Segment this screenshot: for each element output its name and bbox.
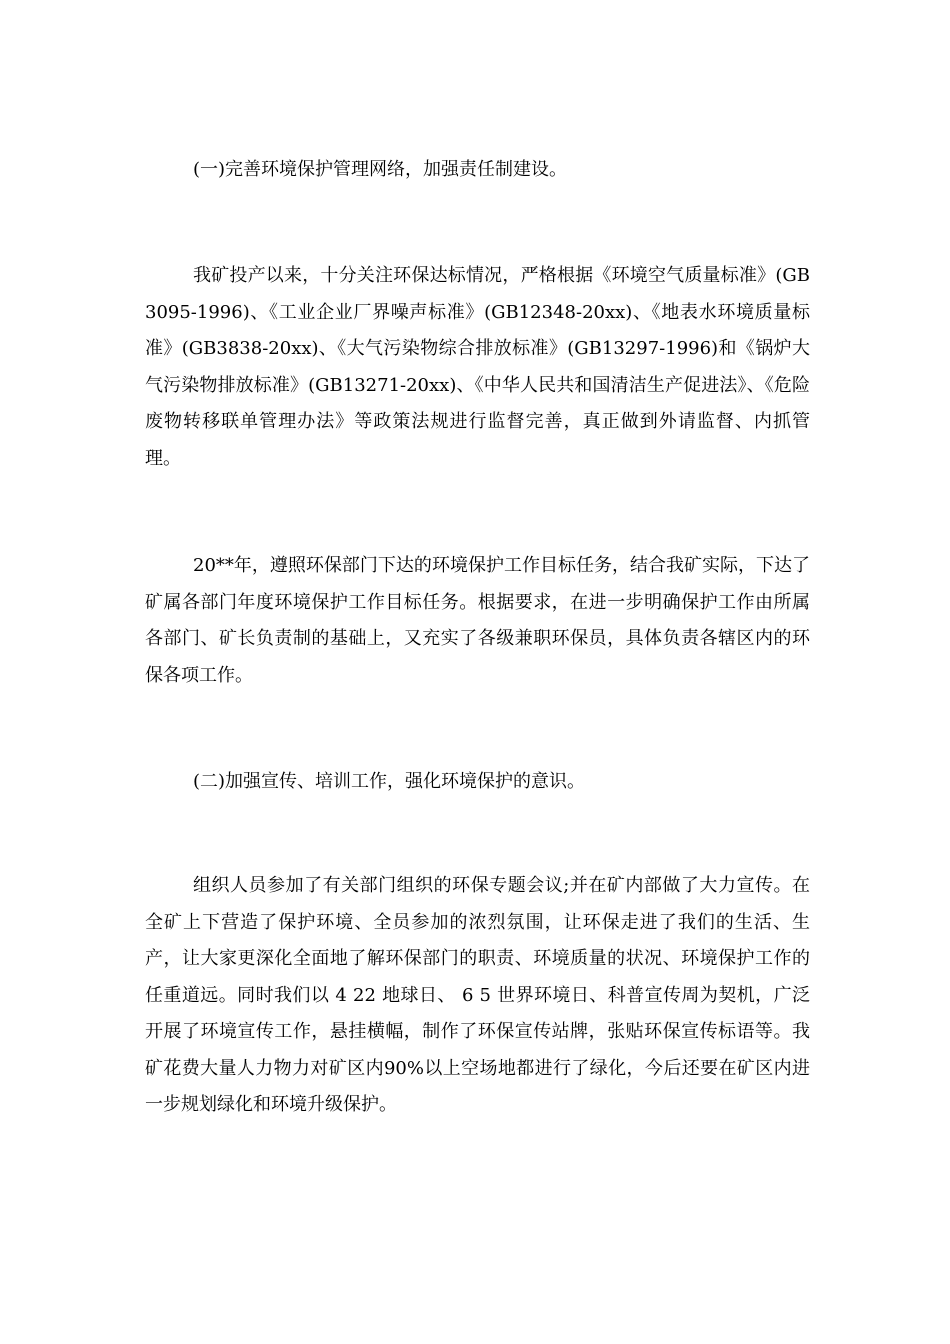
body-paragraph-1: 我矿投产以来，十分关注环保达标情况，严格根据《环境空气质量标准》(GB3095-1996)、《工业企业厂界噪声标准》(GB12348-20xx)、《地表水环境质量标准》(GB3838-20xx)、《大气污染物综合排放标准》(GB13297-1996)和《锅炉大气污染物排放标准》(GB13271-20xx)、《中华人民共和国清洁生产促进法》、《危险废物转移联单管理办法》等政策法规进行监督完善，真正做到外请监督、内抓管理。 (145, 265, 810, 469)
body-paragraph-2: 20**年，遵照环保部门下达的环境保护工作目标任务，结合我矿实际，下达了矿属各部门年度环境保护工作目标任务。根据要求，在进一步明确保护工作由所属各部门、矿长负责制的基础上，又充实了各级兼职环保员，具体负责各辖区内的环保各项工作。 (145, 555, 810, 686)
body-paragraph-3: 组织人员参加了有关部门组织的环保专题会议;并在矿内部做了大力宣传。在全矿上下营造了保护环境、全员参加的浓烈氛围，让环保走进了我们的生活、生产，让大家更深化全面地了解环保部门的职责、环境质量的状况、环境保护工作的任重道远。同时我们以 4 22 地球日、 6 5 世界环境日、科普宣传周为契机，广泛开展了环境宣传工作，悬挂横幅，制作了环保宣传站牌，张贴环保宣传标语等。我矿花费大量人力物力对矿区内90%以上空场地都进行了绿化，今后还要在矿区内进一步规划绿化和环境升级保护。 (145, 875, 810, 1115)
section-heading-1: (一)完善环境保护管理网络，加强责任制建设。 (193, 159, 568, 180)
section-heading-2: (二)加强宣传、培训工作，强化环境保护的意识。 (193, 771, 586, 792)
